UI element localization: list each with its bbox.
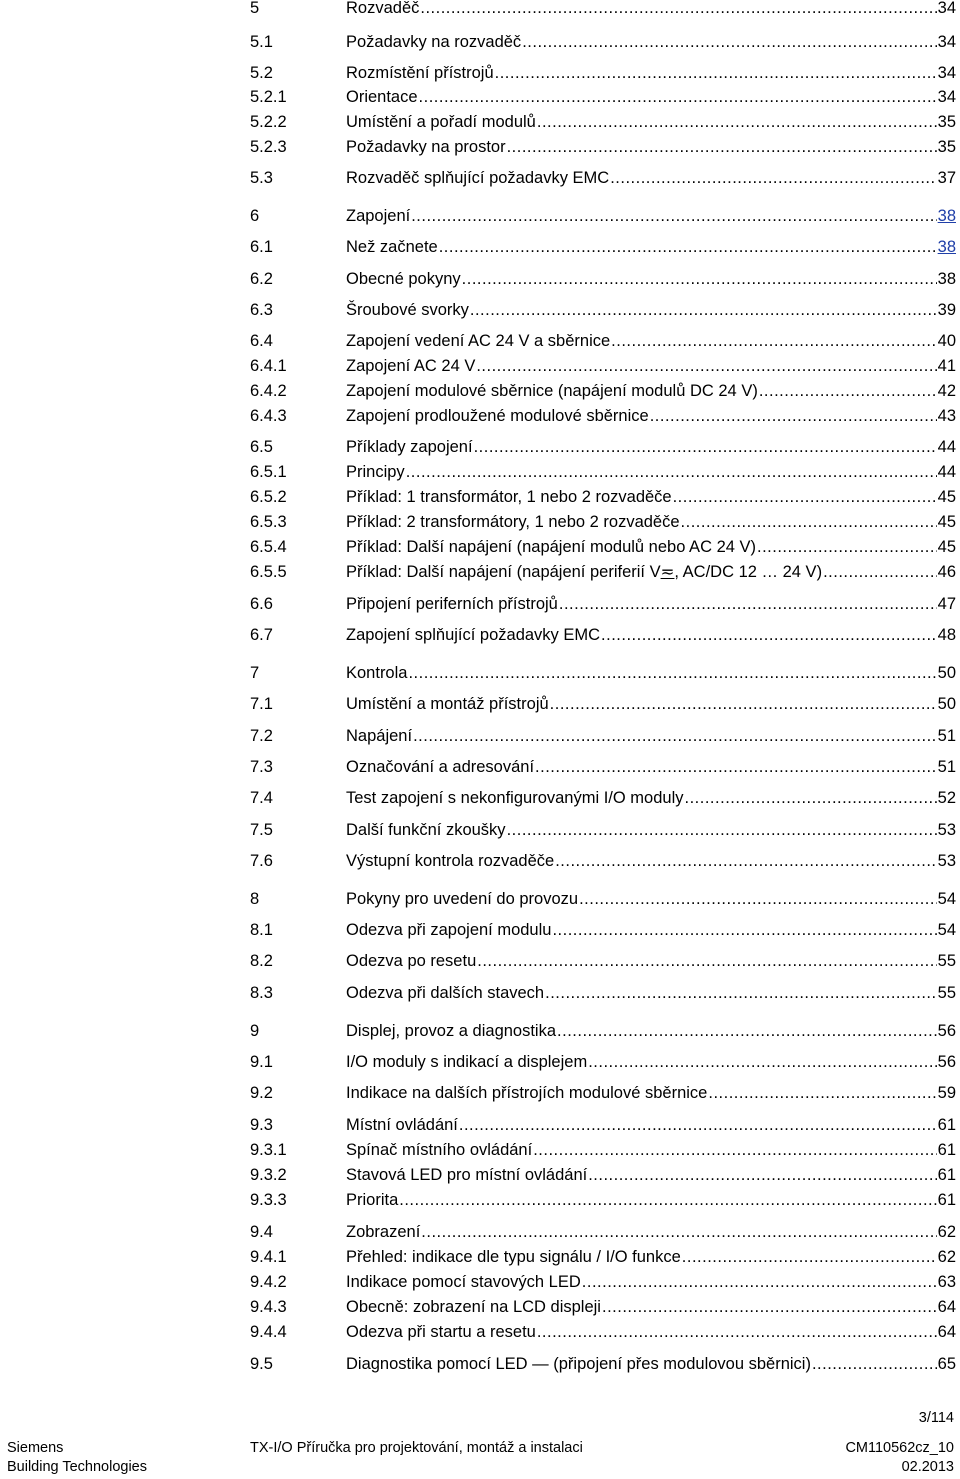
- toc-number: 6.4.2: [250, 382, 287, 400]
- toc-leader: [474, 437, 937, 457]
- toc-leader: [610, 168, 936, 188]
- toc-title: Odezva při dalších stavech: [346, 984, 545, 1002]
- toc-entry[interactable]: [250, 1245, 956, 1267]
- toc-number: 9: [250, 1022, 260, 1040]
- toc-page: 55: [937, 952, 956, 970]
- toc-number: 9.3.3: [250, 1191, 287, 1209]
- toc-title: Příklad: 1 transformátor, 1 nebo 2 rozvaděče: [346, 488, 672, 506]
- toc-leader: [477, 951, 936, 971]
- toc-page: 63: [937, 1273, 956, 1291]
- toc-title: Pokyny pro uvedení do provozu: [346, 890, 579, 908]
- toc-title: Umístění a montáž přístrojů: [346, 695, 549, 713]
- toc-number: 6.7: [250, 626, 273, 644]
- toc-page: 44: [937, 438, 956, 456]
- toc-title: Orientace: [346, 88, 418, 106]
- toc-title: Odezva při zapojení modulu: [346, 921, 552, 939]
- toc-leader: [650, 406, 937, 426]
- toc-entry[interactable]: [250, 354, 956, 376]
- toc-entry[interactable]: [250, 1320, 956, 1342]
- toc-entry[interactable]: [250, 1188, 956, 1210]
- toc-page: 53: [937, 821, 956, 839]
- toc-title: Zapojení splňující požadavky EMC: [346, 626, 601, 644]
- page-number: 3/114: [918, 1410, 954, 1426]
- toc-page: 61: [937, 1191, 956, 1209]
- toc-page: 47: [937, 595, 956, 613]
- toc-title: Zapojení vedení AC 24 V a sběrnice: [346, 332, 611, 350]
- toc-entry[interactable]: [250, 755, 956, 777]
- toc-number: 7.2: [250, 727, 273, 745]
- toc-page: 48: [937, 626, 956, 644]
- toc-entry[interactable]: [250, 724, 956, 746]
- toc-title: Zapojení: [346, 207, 411, 225]
- toc-number: 6.5.2: [250, 488, 287, 506]
- toc-number: 5.2: [250, 64, 273, 82]
- toc-leader: [682, 1247, 937, 1267]
- toc-leader: [533, 1140, 936, 1160]
- toc-number: 9.5: [250, 1355, 273, 1373]
- toc-entry[interactable]: [250, 535, 956, 557]
- toc-page-link[interactable]: 38: [937, 207, 956, 225]
- toc-title: Displej, provoz a diagnostika: [346, 1022, 557, 1040]
- footer-division: Building Technologies: [7, 1459, 148, 1475]
- toc-number: 9.2: [250, 1084, 273, 1102]
- toc-page: 34: [937, 64, 956, 82]
- toc-leader: [550, 694, 937, 714]
- toc-entry[interactable]: [250, 379, 956, 401]
- toc-number: 5.3: [250, 169, 273, 187]
- toc-leader: [462, 269, 937, 289]
- toc-number: 7.1: [250, 695, 273, 713]
- toc-page: 38: [937, 270, 956, 288]
- toc-entry[interactable]: [250, 918, 956, 940]
- toc-title: Rozvaděč splňující požadavky EMC: [346, 169, 610, 187]
- toc-entry[interactable]: [250, 510, 956, 532]
- toc-number: 6.5: [250, 438, 273, 456]
- toc-title: Spínač místního ovládání: [346, 1141, 533, 1159]
- toc-entry[interactable]: [250, 786, 956, 808]
- toc-number: 7.6: [250, 852, 273, 870]
- toc-leader: [685, 788, 937, 808]
- footer-company: Siemens: [7, 1440, 64, 1456]
- toc-leader: [601, 625, 937, 645]
- toc-number: 8.3: [250, 984, 273, 1002]
- toc-entry[interactable]: [250, 1019, 956, 1041]
- toc-title: Principy: [346, 463, 405, 481]
- toc-page: 41: [937, 357, 956, 375]
- toc-page: 54: [937, 890, 956, 908]
- toc-page: 46: [937, 563, 956, 581]
- toc-leader: [411, 206, 936, 226]
- toc-page: 40: [937, 332, 956, 350]
- toc-leader: [812, 1354, 937, 1374]
- toc-leader: [535, 757, 937, 777]
- toc-page: 44: [937, 463, 956, 481]
- toc-entry[interactable]: [250, 1163, 956, 1185]
- toc-leader: [602, 1297, 937, 1317]
- toc-number: 6.1: [250, 238, 273, 256]
- toc-entry[interactable]: [250, 1270, 956, 1292]
- toc-title: Zapojení modulové sběrnice (napájení modulů DC 24 V): [346, 382, 758, 400]
- toc-number: 6.5.1: [250, 463, 287, 481]
- toc-entry[interactable]: [250, 267, 956, 289]
- toc-number: 7.5: [250, 821, 273, 839]
- page-footer: [0, 1400, 960, 1479]
- toc-page: 45: [937, 538, 956, 556]
- toc-entry[interactable]: [250, 135, 956, 157]
- toc-number: 7.4: [250, 789, 273, 807]
- toc-page: 65: [937, 1355, 956, 1373]
- toc-page: 55: [937, 984, 956, 1002]
- toc-number: 8.1: [250, 921, 273, 939]
- toc-leader: [419, 87, 937, 107]
- toc-entry[interactable]: [250, 981, 956, 1003]
- ac-dc-symbol: ≂: [660, 563, 675, 581]
- toc-entry[interactable]: [250, 560, 956, 582]
- toc-title-part: Příklad: Další napájení (napájení periferií V: [346, 563, 661, 581]
- toc-leader: [537, 112, 937, 132]
- toc-number: 9.4.2: [250, 1273, 287, 1291]
- toc-entry[interactable]: [250, 30, 956, 52]
- toc-entry[interactable]: [250, 85, 956, 107]
- toc-title: Označování a adresování: [346, 758, 535, 776]
- toc-page: 34: [937, 88, 956, 106]
- toc-leader: [537, 1322, 937, 1342]
- toc-number: 6.3: [250, 301, 273, 319]
- footer-date: 02.2013: [901, 1459, 954, 1475]
- toc-title: Test zapojení s nekonfigurovanými I/O moduly: [346, 789, 684, 807]
- toc-title: Indikace pomocí stavových LED: [346, 1273, 581, 1291]
- toc-entry[interactable]: [250, 404, 956, 426]
- toc-leader: [406, 462, 937, 482]
- toc-leader: [408, 663, 936, 683]
- toc-number: 8: [250, 890, 260, 908]
- toc-leader: [459, 1115, 937, 1135]
- toc-page: 62: [937, 1248, 956, 1266]
- toc-page-link[interactable]: 38: [937, 238, 956, 256]
- toc-page: 56: [937, 1053, 956, 1071]
- toc-entry[interactable]: [250, 298, 956, 320]
- toc-page: 56: [937, 1022, 956, 1040]
- footer-document-id: CM110562cz_10: [845, 1440, 954, 1456]
- toc-title: Výstupní kontrola rozvaděče: [346, 852, 555, 870]
- toc-page: 52: [937, 789, 956, 807]
- toc-leader: [476, 356, 936, 376]
- toc-leader: [823, 562, 937, 582]
- toc-entry[interactable]: [250, 110, 956, 132]
- toc-number: 5: [250, 0, 260, 17]
- toc-title: Napájení: [346, 727, 413, 745]
- toc-entry[interactable]: [250, 1138, 956, 1160]
- toc-number: 5.2.3: [250, 138, 287, 156]
- toc-number: 5.1: [250, 33, 273, 51]
- toc-number: 9.1: [250, 1053, 273, 1071]
- toc-entry[interactable]: [250, 61, 956, 83]
- toc-title: Odezva po resetu: [346, 952, 477, 970]
- toc-page: 51: [937, 727, 956, 745]
- toc-entry[interactable]: [250, 1220, 956, 1242]
- toc-leader: [399, 1190, 936, 1210]
- toc-page: 64: [937, 1298, 956, 1316]
- toc-entry[interactable]: [250, 0, 956, 18]
- toc-title: Zobrazení: [346, 1223, 421, 1241]
- toc-number: 6.5.5: [250, 563, 287, 581]
- toc-number: 6.6: [250, 595, 273, 613]
- toc-leader: [555, 851, 936, 871]
- toc-page: 45: [937, 488, 956, 506]
- toc-entry[interactable]: [250, 166, 956, 188]
- toc-page: 61: [937, 1166, 956, 1184]
- toc-page: 34: [937, 33, 956, 51]
- toc-number: 6.4: [250, 332, 273, 350]
- toc-page: 51: [937, 758, 956, 776]
- toc-leader: [579, 889, 937, 909]
- toc-title: Příklady zapojení: [346, 438, 473, 456]
- toc-page: 45: [937, 513, 956, 531]
- toc-title: Přehled: indikace dle typu signálu / I/O funkce: [346, 1248, 681, 1266]
- toc-title: Zapojení AC 24 V: [346, 357, 476, 375]
- toc-leader: [507, 137, 937, 157]
- toc-page: 34: [937, 0, 956, 17]
- toc-page: 43: [937, 407, 956, 425]
- toc-leader: [413, 726, 937, 746]
- toc-leader: [545, 983, 937, 1003]
- toc-leader: [588, 1165, 936, 1185]
- toc-leader: [495, 63, 937, 83]
- toc-entry[interactable]: [250, 849, 956, 871]
- toc-entry[interactable]: [250, 1352, 956, 1374]
- toc-entry[interactable]: [250, 485, 956, 507]
- toc-number: 5.2.2: [250, 113, 287, 131]
- toc-number: 9.4.1: [250, 1248, 287, 1266]
- toc-title: Indikace na dalších přístrojích modulové sběrnice: [346, 1084, 708, 1102]
- toc-entry[interactable]: [250, 1081, 956, 1103]
- toc-page: 37: [937, 169, 956, 187]
- toc-title: Požadavky na rozvaděč: [346, 33, 522, 51]
- toc-leader: [559, 594, 937, 614]
- toc-page: 50: [937, 664, 956, 682]
- toc-entry[interactable]: [250, 592, 956, 614]
- toc-entry[interactable]: [250, 1113, 956, 1135]
- toc-leader: [557, 1021, 937, 1041]
- toc-number: 6.2: [250, 270, 273, 288]
- toc-number: 6.4.3: [250, 407, 287, 425]
- toc-title: Požadavky na prostor: [346, 138, 506, 156]
- toc-entry[interactable]: [250, 435, 956, 457]
- toc-number: 9.3: [250, 1116, 273, 1134]
- toc-title: Priorita: [346, 1191, 399, 1209]
- toc-page: 42: [937, 382, 956, 400]
- toc-number: 9.3.1: [250, 1141, 287, 1159]
- toc-title: Zapojení prodloužené modulové sběrnice: [346, 407, 649, 425]
- toc-entry[interactable]: [250, 1295, 956, 1317]
- toc-leader: [611, 331, 936, 351]
- toc-number: 5.2.1: [250, 88, 287, 106]
- toc-entry[interactable]: [250, 329, 956, 351]
- toc-title: Stavová LED pro místní ovládání: [346, 1166, 588, 1184]
- toc-title: Umístění a pořadí modulů: [346, 113, 536, 131]
- toc-page: 61: [937, 1116, 956, 1134]
- toc-leader: [470, 300, 937, 320]
- toc-title: Další funkční zkoušky: [346, 821, 506, 839]
- toc-leader: [421, 1222, 936, 1242]
- toc-page: 50: [937, 695, 956, 713]
- toc-leader: [759, 381, 937, 401]
- toc-page: 62: [937, 1223, 956, 1241]
- toc-page: 53: [937, 852, 956, 870]
- toc-number: 6.4.1: [250, 357, 287, 375]
- toc-number: 9.4: [250, 1223, 273, 1241]
- toc-entry[interactable]: [250, 204, 956, 226]
- toc-page: 61: [937, 1141, 956, 1159]
- toc-leader: [708, 1083, 936, 1103]
- toc-leader: [439, 237, 937, 257]
- toc-page: 64: [937, 1323, 956, 1341]
- toc-page: 35: [937, 138, 956, 156]
- toc-title: Než začnete: [346, 238, 438, 256]
- footer-document-title: TX-I/O Příručka pro projektování, montáž a instalaci: [250, 1440, 583, 1456]
- toc-number: 7.3: [250, 758, 273, 776]
- toc-title: I/O moduly s indikací a displejem: [346, 1053, 588, 1071]
- toc-entry[interactable]: [250, 623, 956, 645]
- toc-title: Rozmístění přístrojů: [346, 64, 494, 82]
- toc-leader: [673, 487, 937, 507]
- toc-number: 7: [250, 664, 260, 682]
- toc-leader: [588, 1052, 936, 1072]
- toc-title: Kontrola: [346, 664, 408, 682]
- toc-title: Šroubové svorky: [346, 301, 469, 319]
- toc-number: 9.4.4: [250, 1323, 287, 1341]
- toc-title: Rozvaděč: [346, 0, 420, 17]
- toc-title: Příklad: Další napájení (napájení modulů nebo AC 24 V): [346, 538, 757, 556]
- toc-title: [346, 562, 822, 582]
- toc-number: 8.2: [250, 952, 273, 970]
- toc-title: Místní ovládání: [346, 1116, 458, 1134]
- toc-entry[interactable]: [250, 818, 956, 840]
- toc-title: Příklad: 2 transformátory, 1 nebo 2 rozvaděče: [346, 513, 680, 531]
- toc-leader: [582, 1272, 937, 1292]
- toc-title-part: , AC/DC 12 … 24 V): [674, 563, 823, 581]
- toc-leader: [507, 820, 937, 840]
- toc-title: Odezva při startu a resetu: [346, 1323, 536, 1341]
- toc-entry[interactable]: [250, 887, 956, 909]
- toc-number: 9.3.2: [250, 1166, 287, 1184]
- toc-number: 6: [250, 207, 260, 225]
- toc-leader: [522, 32, 936, 52]
- toc-page: 59: [937, 1084, 956, 1102]
- toc-entry[interactable]: [250, 235, 956, 257]
- toc-leader: [681, 512, 937, 532]
- toc-title: Obecné pokyny: [346, 270, 461, 288]
- toc-page: 39: [937, 301, 956, 319]
- toc-number: 6.5.3: [250, 513, 287, 531]
- toc-number: 9.4.3: [250, 1298, 287, 1316]
- toc-entry[interactable]: [250, 1050, 956, 1072]
- toc-page: 54: [937, 921, 956, 939]
- toc-entry[interactable]: [250, 460, 956, 482]
- toc-entry[interactable]: [250, 661, 956, 683]
- toc-title: Obecně: zobrazení na LCD displeji: [346, 1298, 601, 1316]
- toc-leader: [552, 920, 936, 940]
- toc-leader: [757, 537, 937, 557]
- toc-leader: [420, 0, 936, 18]
- toc-entry[interactable]: [250, 692, 956, 714]
- toc-title: Diagnostika pomocí LED — (připojení přes modulovou sběrnici): [346, 1355, 811, 1373]
- toc-number: 6.5.4: [250, 538, 287, 556]
- toc-title: Připojení periferních přístrojů: [346, 595, 558, 613]
- toc-entry[interactable]: [250, 949, 956, 971]
- toc-page: 35: [937, 113, 956, 131]
